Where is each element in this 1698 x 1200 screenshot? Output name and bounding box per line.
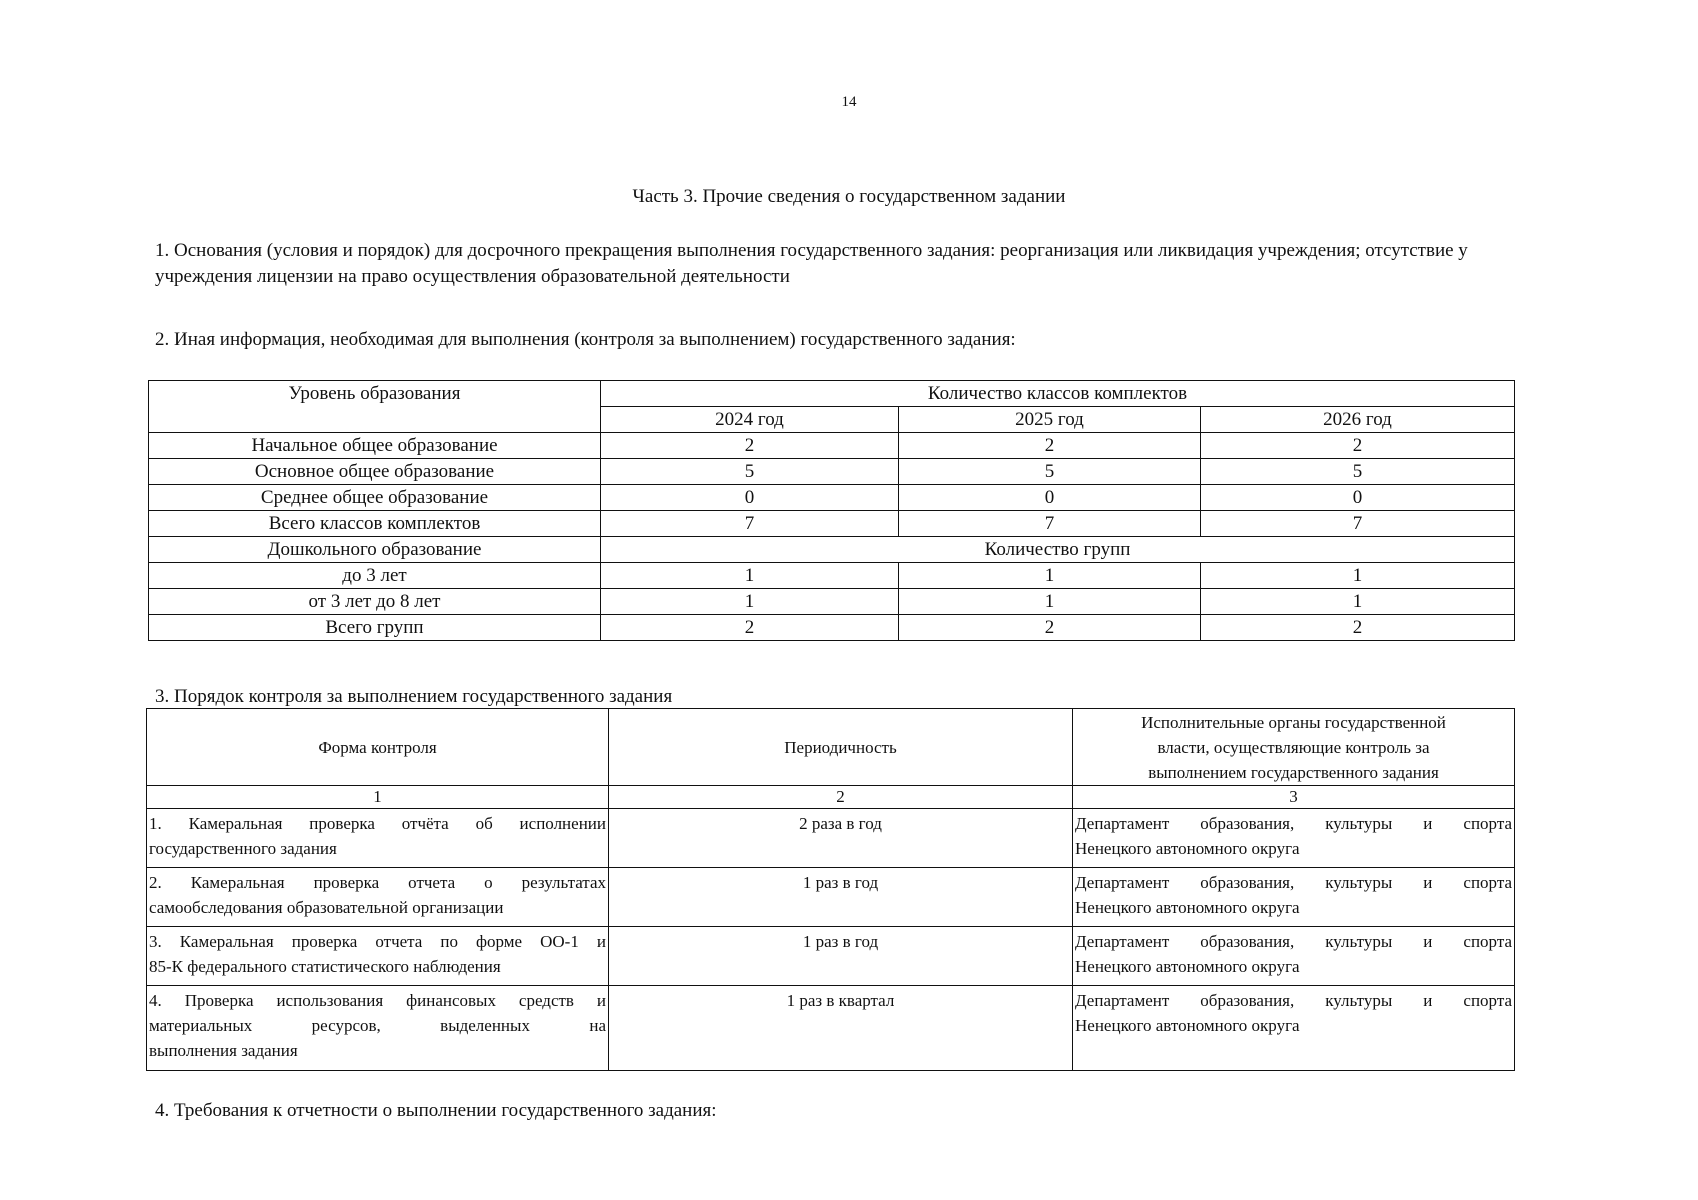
authority-cell <box>1073 809 1515 868</box>
header-class-count: Количество классов комплектов <box>601 381 1515 407</box>
row-label: до 3 лет <box>149 563 601 589</box>
authority-cell <box>1073 927 1515 986</box>
header-year-2026: 2026 год <box>1201 407 1515 433</box>
table-row <box>147 986 1515 1071</box>
page-number: 14 <box>841 94 857 110</box>
cell-value: 0 <box>899 485 1201 511</box>
row-label: Основное общее образование <box>149 459 601 485</box>
cell-value: 1 <box>601 589 899 615</box>
table-row <box>149 485 1515 511</box>
control-form-line: 4. Проверка использования финансовых средств и <box>149 991 606 1010</box>
row-label: Всего групп <box>149 615 601 641</box>
cell-value: 2 <box>1201 433 1515 459</box>
cell-value: 7 <box>601 511 899 537</box>
cell-value: 7 <box>899 511 1201 537</box>
control-table <box>146 708 1515 1071</box>
cell-value: 5 <box>1201 459 1515 485</box>
column-number: 3 <box>1073 786 1515 809</box>
control-form-cell <box>147 986 609 1071</box>
header-year-2024: 2024 год <box>601 407 899 433</box>
control-form-cell <box>147 868 609 927</box>
section-2-text: 2. Иная информация, необходимая для выполнения (контроля за выполнением) государственного задания: <box>155 329 1016 350</box>
control-form-line: 85-К федерального статистического наблюдения <box>149 957 501 976</box>
authority-line: Департамент образования, культуры и спорта <box>1075 991 1512 1010</box>
section-4-text: 4. Требования к отчетности о выполнении государственного задания: <box>155 1100 717 1121</box>
control-form-cell <box>147 809 609 868</box>
classes-table <box>148 380 1515 641</box>
table-row <box>149 589 1515 615</box>
table-row <box>147 868 1515 927</box>
cell-value: 1 <box>1201 589 1515 615</box>
preschool-label: Дошкольного образование <box>149 537 601 563</box>
header-group-count: Количество групп <box>601 537 1515 563</box>
row-label: Среднее общее образование <box>149 485 601 511</box>
frequency-cell: 1 раз в квартал <box>609 986 1073 1071</box>
control-form-line: самообследования образовательной организации <box>149 898 504 917</box>
column-number: 2 <box>609 786 1073 809</box>
part-title: Часть 3. Прочие сведения о государственном задании <box>632 186 1066 207</box>
table-row <box>149 459 1515 485</box>
control-form-cell <box>147 927 609 986</box>
cell-value: 7 <box>1201 511 1515 537</box>
section-1-text: 1. Основания (условия и порядок) для досрочного прекращения выполнения государственного задания: реорганизация или ликвидация учреждения; отсутствие у учреждения лицензии на право осуществления образовательной деятельности <box>155 240 1468 287</box>
control-form-line: материальных ресурсов, выделенных на <box>149 1016 606 1035</box>
table-row <box>149 615 1515 641</box>
control-form-line: государственного задания <box>149 839 337 858</box>
header-control-form: Форма контроля <box>147 709 609 786</box>
cell-value: 1 <box>601 563 899 589</box>
cell-value: 2 <box>899 615 1201 641</box>
authority-cell <box>1073 868 1515 927</box>
control-form-line: выполнения задания <box>149 1041 298 1060</box>
control-form-line: 2. Камеральная проверка отчета о результатах <box>149 873 606 892</box>
cell-value: 1 <box>899 563 1201 589</box>
authority-line: Департамент образования, культуры и спорта <box>1075 814 1512 833</box>
cell-value: 0 <box>1201 485 1515 511</box>
table-row <box>149 563 1515 589</box>
column-number: 1 <box>147 786 609 809</box>
frequency-cell: 1 раз в год <box>609 927 1073 986</box>
frequency-cell: 2 раза в год <box>609 809 1073 868</box>
authority-line: Ненецкого автономного округа <box>1075 898 1300 917</box>
header-authorities: Исполнительные органы государственной власти, осуществляющие контроль за выполнением государственного задания <box>1073 709 1515 786</box>
cell-value: 1 <box>899 589 1201 615</box>
header-year-2025: 2025 год <box>899 407 1201 433</box>
header-frequency: Периодичность <box>609 709 1073 786</box>
header-level: Уровень образования <box>149 381 601 433</box>
cell-value: 2 <box>899 433 1201 459</box>
cell-value: 0 <box>601 485 899 511</box>
frequency-cell: 1 раз в год <box>609 868 1073 927</box>
row-label: от 3 лет до 8 лет <box>149 589 601 615</box>
cell-value: 2 <box>601 433 899 459</box>
authority-line: Департамент образования, культуры и спорта <box>1075 873 1512 892</box>
cell-value: 2 <box>601 615 899 641</box>
table-row <box>149 433 1515 459</box>
control-form-line: 3. Камеральная проверка отчета по форме ОО-1 и <box>149 932 606 951</box>
row-label: Начальное общее образование <box>149 433 601 459</box>
authority-line: Ненецкого автономного округа <box>1075 957 1300 976</box>
cell-value: 1 <box>1201 563 1515 589</box>
control-form-line: 1. Камеральная проверка отчёта об исполнении <box>149 814 606 833</box>
cell-value: 5 <box>899 459 1201 485</box>
section-3-text: 3. Порядок контроля за выполнением государственного задания <box>155 686 673 707</box>
cell-value: 2 <box>1201 615 1515 641</box>
row-label: Всего классов комплектов <box>149 511 601 537</box>
authority-cell <box>1073 986 1515 1071</box>
authority-line: Ненецкого автономного округа <box>1075 1016 1300 1035</box>
table-row <box>147 809 1515 868</box>
cell-value: 5 <box>601 459 899 485</box>
table-row <box>147 927 1515 986</box>
authority-line: Департамент образования, культуры и спорта <box>1075 932 1512 951</box>
authority-line: Ненецкого автономного округа <box>1075 839 1300 858</box>
table-row <box>149 511 1515 537</box>
